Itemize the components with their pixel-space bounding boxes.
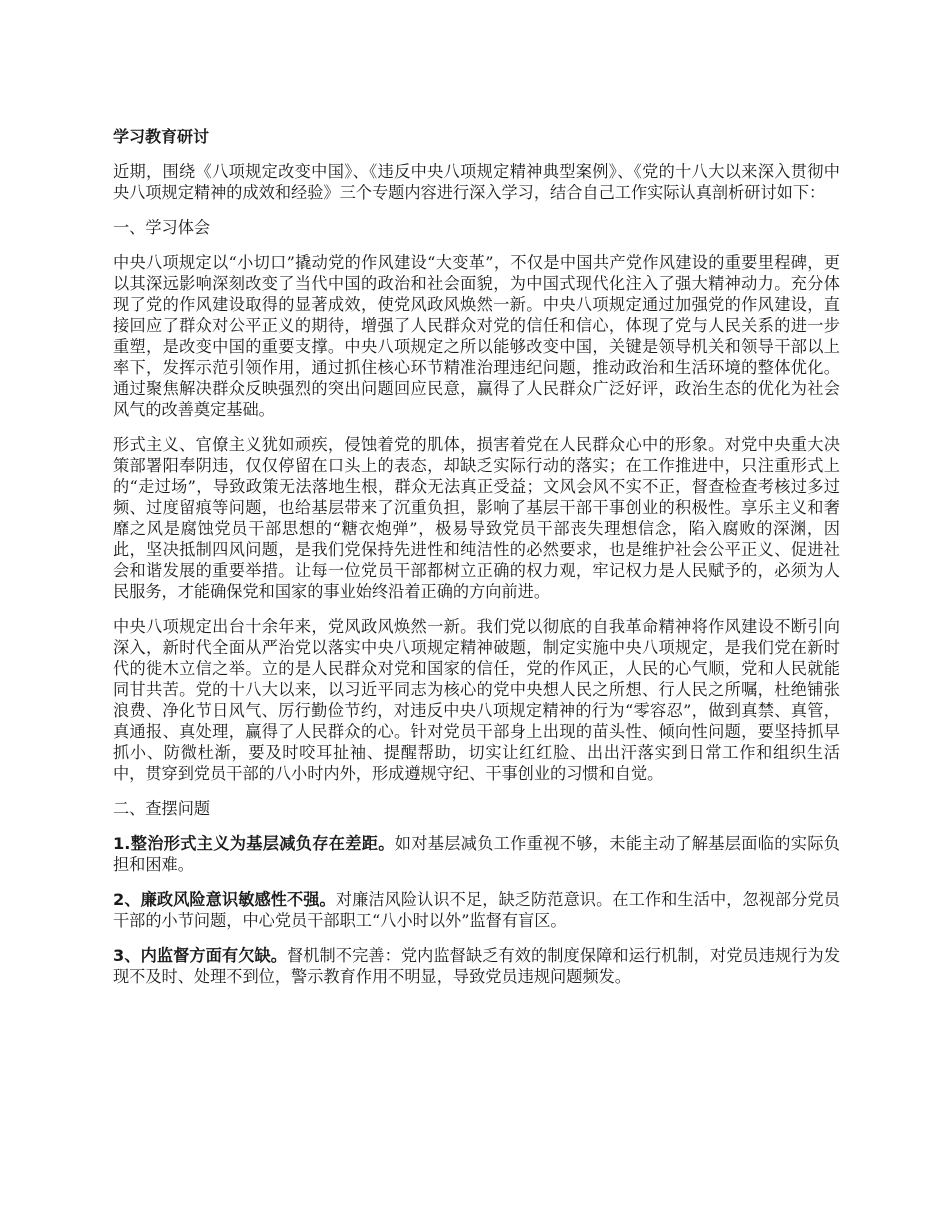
problem-item-lead: 2、廉政风险意识敏感性不强。 <box>113 890 336 909</box>
section-heading-problems: 二、查摆问题 <box>113 799 211 818</box>
intro-paragraph: 近期，围绕《八项规定改变中国》、《违反中央八项规定精神典型案例》、《党的十八大以来深入贯彻中央八项规定精神的成效和经验》三个专题内容进行深入学习，结合自己工作实际认真剖析研讨如下： <box>113 162 840 202</box>
document-title: 学习教育研讨 <box>113 127 210 146</box>
body-paragraph: 中央八项规定出台十余年来，党风政风焕然一新。我们党以彻底的自我革命精神将作风建设不断引向深入，新时代全面从严治党以落实中央八项规定精神破题，制定实施中央八项规定，是我们党在新时代的徙木立信之举。立的是人民群众对党和国家的信任，党的作风正，人民的心气顺，党和人民就能同甘共苦。党的十八大以来，以习近平同志为核心的党中央想人民之所想、行人民之所嘱，杜绝铺张浪费、净化节日风气、厉行勤俭节约，对违反中央八项规定精神的行为“零容忍”，做到真禁、真管，真通报、真处理，赢得了人民群众的心。针对党员干部身上出现的苗头性、倾向性问题，要坚持抓早抓小、防微杜渐，要及时咬耳扯袖、提醒帮助，切实让红红脸、出出汗落实到日常工作和组织生活中，贯穿到党员干部的八小时内外，形成遵规守纪、干事创业的习惯和自觉。 <box>113 617 840 783</box>
document-page <box>113 126 840 1001</box>
body-paragraph: 形式主义、官僚主义犹如顽疾，侵蚀着党的肌体，损害着党在人民群众心中的形象。对党中央重大决策部署阳奉阴违，仅仅停留在口头上的表态，却缺乏实际行动的落实；在工作推进中，只注重形式上的“走过场”，导致政策无法落地生根，群众无法真正受益；文风会风不实不正，督查检查考核过多过频、过度留痕等问题，也给基层带来了沉重负担，影响了基层干部干事创业的积极性。享乐主义和奢靡之风是腐蚀党员干部思想的“糖衣炮弹”，极易导致党员干部丧失理想信念，陷入腐败的深渊，因此，坚决抵制四风问题，是我们党保持先进性和纯洁性的必然要求，也是维护社会公平正义、促进社会和谐发展的重要举措。让每一位党员干部都树立正确的权力观，牢记权力是人民赋予的，必须为人民服务，才能确保党和国家的事业始终沿着正确的方向前进。 <box>113 435 840 601</box>
problem-item <box>113 889 840 931</box>
problem-item-text: 督机制不完善：党内监督缺乏有效的制度保障和运行机制，对党员违规行为发现不及时、处理不到位，警示教育作用不明显，导致党员违规问题频发。 <box>113 946 841 986</box>
problem-item <box>113 833 840 875</box>
body-paragraph: 中央八项规定以“小切口”撬动党的作风建设“大变革”，不仅是中国共产党作风建设的重要里程碑，更以其深远影响深刻改变了当代中国的政治和社会面貌，为中国式现代化注入了强大精神动力。充分体现了党的作风建设取得的显著成效，使党风政风焕然一新。中央八项规定通过加强党的作风建设，直接回应了群众对公平正义的期待，增强了人民群众对党的信任和信心，体现了党与人民关系的进一步重塑，是改变中国的重要支撑。中央八项规定之所以能够改变中国，关键是领导机关和领导干部以上率下，发挥示范引领作用，通过抓住核心环节精准治理违纪问题，推动政治和生活环境的整体优化。通过聚焦解决群众反映强烈的突出问题回应民意，赢得了人民群众广泛好评，政治生态的优化为社会风气的改善奠定基础。 <box>113 253 840 419</box>
problem-item-text: 对廉洁风险认识不足，缺乏防范意识。在工作和生活中，忽视部分党员干部的小节问题，中心党员干部职工“八小时以外”监督有盲区。 <box>113 890 840 930</box>
problem-item-lead: 3、内监督方面有欠缺。 <box>113 946 288 965</box>
problem-item-lead: 1.整治形式主义为基层减负存在差距。 <box>113 834 395 853</box>
problem-item <box>113 945 840 987</box>
section-heading-study: 一、学习体会 <box>113 218 211 237</box>
problem-item-text: 如对基层减负工作重视不够，未能主动了解基层面临的实际负担和困难。 <box>113 834 840 874</box>
